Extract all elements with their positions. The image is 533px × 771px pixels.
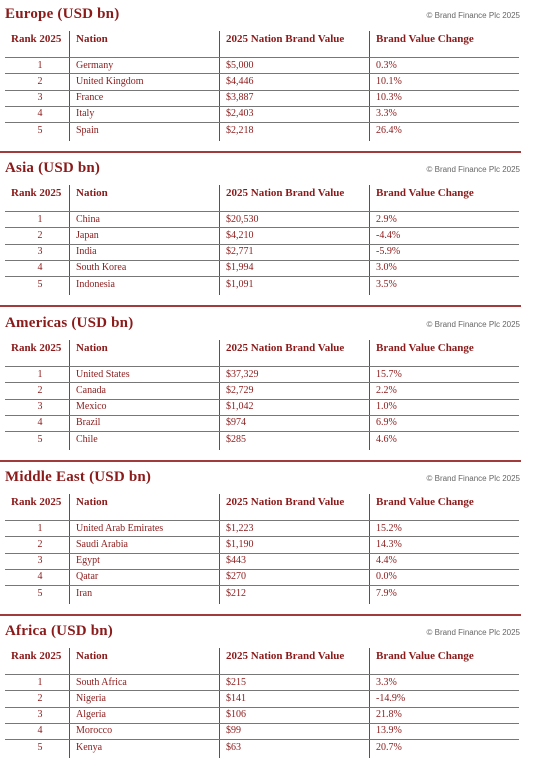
brand-value-cell: $1,223 — [226, 523, 254, 534]
rank-cell: 2 — [37, 230, 43, 241]
nation-cell: United States — [76, 369, 130, 380]
value-change-cell: 6.9% — [376, 417, 397, 428]
value-change-cell: 0.3% — [376, 60, 397, 71]
column-header-value: 2025 Nation Brand Value — [226, 342, 345, 354]
nation-cell: United Arab Emirates — [76, 523, 164, 534]
table-row — [0, 723, 533, 739]
nation-cell: India — [76, 246, 97, 257]
brand-value-cell: $1,091 — [226, 279, 254, 290]
value-change-cell: -4.4% — [376, 230, 401, 241]
copyright-note: © Brand Finance Plc 2025 — [426, 320, 520, 329]
value-change-cell: 4.4% — [376, 555, 397, 566]
nation-cell: Mexico — [76, 401, 107, 412]
nation-cell: China — [76, 214, 100, 225]
rank-cell: 5 — [37, 742, 43, 753]
brand-value-cell: $212 — [226, 588, 246, 599]
rank-cell: 1 — [37, 369, 43, 380]
region-table-africa — [0, 617, 533, 771]
brand-value-cell: $141 — [226, 693, 246, 704]
value-change-cell: -5.9% — [376, 246, 401, 257]
value-change-cell: 26.4% — [376, 125, 402, 136]
rank-cell: 3 — [37, 92, 43, 103]
region-title: Asia (USD bn) — [5, 160, 101, 176]
rank-cell: 3 — [37, 401, 43, 412]
brand-value-cell: $2,771 — [226, 246, 254, 257]
table-row — [0, 569, 533, 585]
column-header-value: 2025 Nation Brand Value — [226, 33, 345, 45]
table-row — [0, 691, 533, 707]
table-row — [0, 106, 533, 122]
value-change-cell: 4.6% — [376, 434, 397, 445]
brand-value-cell: $1,190 — [226, 539, 254, 550]
brand-value-cell: $2,218 — [226, 125, 254, 136]
nation-cell: Egypt — [76, 555, 100, 566]
value-change-cell: 3.5% — [376, 279, 397, 290]
brand-value-cell: $443 — [226, 555, 246, 566]
rank-cell: 5 — [37, 588, 43, 599]
brand-value-cell: $974 — [226, 417, 246, 428]
nation-cell: Spain — [76, 125, 99, 136]
nation-cell: Iran — [76, 588, 93, 599]
rank-cell: 2 — [37, 385, 43, 396]
region-table-europe — [0, 0, 533, 154]
value-change-cell: 10.1% — [376, 76, 402, 87]
region-table-americas — [0, 309, 533, 463]
table-row — [0, 399, 533, 415]
column-header-change: Brand Value Change — [376, 496, 474, 508]
value-change-cell: 7.9% — [376, 588, 397, 599]
rank-cell: 2 — [37, 539, 43, 550]
table-row — [0, 537, 533, 553]
table-row — [0, 553, 533, 569]
column-header-change: Brand Value Change — [376, 650, 474, 662]
column-header-rank: Rank 2025 — [11, 33, 62, 45]
rank-cell: 1 — [37, 677, 43, 688]
brand-value-cell: $99 — [226, 725, 241, 736]
region-title: Africa (USD bn) — [5, 623, 113, 639]
value-change-cell: 2.2% — [376, 385, 397, 396]
column-header-rank: Rank 2025 — [11, 496, 62, 508]
brand-value-cell: $270 — [226, 571, 246, 582]
nation-cell: Indonesia — [76, 279, 115, 290]
nation-cell: Morocco — [76, 725, 113, 736]
section-divider — [0, 151, 521, 153]
rank-cell: 4 — [37, 417, 43, 428]
value-change-cell: 21.8% — [376, 709, 402, 720]
region-table-middle-east — [0, 463, 533, 617]
value-change-cell: 15.7% — [376, 369, 402, 380]
rank-cell: 2 — [37, 76, 43, 87]
column-header-nation: Nation — [76, 342, 108, 354]
table-row — [0, 244, 533, 260]
table-row — [0, 74, 533, 90]
column-header-change: Brand Value Change — [376, 187, 474, 199]
column-header-nation: Nation — [76, 496, 108, 508]
table-row — [0, 432, 533, 448]
table-row — [0, 740, 533, 756]
value-change-cell: -14.9% — [376, 693, 406, 704]
nation-cell: Qatar — [76, 571, 99, 582]
table-row — [0, 212, 533, 228]
nation-cell: Saudi Arabia — [76, 539, 128, 550]
rank-cell: 5 — [37, 279, 43, 290]
column-header-rank: Rank 2025 — [11, 650, 62, 662]
column-header-nation: Nation — [76, 187, 108, 199]
nation-cell: United Kingdom — [76, 76, 144, 87]
nation-cell: Germany — [76, 60, 114, 71]
value-change-cell: 20.7% — [376, 742, 402, 753]
section-divider — [0, 305, 521, 307]
region-title: Europe (USD bn) — [5, 6, 120, 22]
brand-value-cell: $5,000 — [226, 60, 254, 71]
column-header-value: 2025 Nation Brand Value — [226, 496, 345, 508]
nation-cell: Brazil — [76, 417, 101, 428]
brand-value-cell: $1,042 — [226, 401, 254, 412]
value-change-cell: 3.3% — [376, 108, 397, 119]
nation-cell: Kenya — [76, 742, 103, 753]
rank-cell: 3 — [37, 709, 43, 720]
brand-value-cell: $3,887 — [226, 92, 254, 103]
value-change-cell: 0.0% — [376, 571, 397, 582]
value-change-cell: 3.3% — [376, 677, 397, 688]
column-header-rank: Rank 2025 — [11, 187, 62, 199]
brand-value-cell: $2,403 — [226, 108, 254, 119]
brand-value-cell: $20,530 — [226, 214, 259, 225]
column-header-rank: Rank 2025 — [11, 342, 62, 354]
table-row — [0, 260, 533, 276]
region-title: Americas (USD bn) — [5, 315, 134, 331]
brand-value-cell: $4,210 — [226, 230, 254, 241]
table-row — [0, 58, 533, 74]
column-header-change: Brand Value Change — [376, 33, 474, 45]
nation-cell: France — [76, 92, 104, 103]
rank-cell: 4 — [37, 262, 43, 273]
column-header-change: Brand Value Change — [376, 342, 474, 354]
table-row — [0, 367, 533, 383]
nation-cell: Chile — [76, 434, 98, 445]
table-row — [0, 277, 533, 293]
nation-cell: Nigeria — [76, 693, 106, 704]
brand-value-cell: $1,994 — [226, 262, 254, 273]
table-row — [0, 675, 533, 691]
table-row — [0, 90, 533, 106]
table-row — [0, 586, 533, 602]
brand-value-cell: $4,446 — [226, 76, 254, 87]
nation-cell: Algeria — [76, 709, 106, 720]
copyright-note: © Brand Finance Plc 2025 — [426, 474, 520, 483]
brand-value-cell: $37,329 — [226, 369, 259, 380]
section-divider — [0, 460, 521, 462]
value-change-cell: 2.9% — [376, 214, 397, 225]
value-change-cell: 14.3% — [376, 539, 402, 550]
nation-cell: Canada — [76, 385, 106, 396]
nation-cell: Italy — [76, 108, 95, 119]
copyright-note: © Brand Finance Plc 2025 — [426, 165, 520, 174]
table-row — [0, 123, 533, 139]
section-divider — [0, 614, 521, 616]
rank-cell: 4 — [37, 571, 43, 582]
brand-value-cell: $215 — [226, 677, 246, 688]
nation-cell: South Korea — [76, 262, 127, 273]
brand-value-cell: $106 — [226, 709, 246, 720]
nation-cell: South Africa — [76, 677, 127, 688]
rank-cell: 3 — [37, 555, 43, 566]
table-row — [0, 707, 533, 723]
rank-cell: 5 — [37, 125, 43, 136]
table-row — [0, 228, 533, 244]
value-change-cell: 15.2% — [376, 523, 402, 534]
brand-value-cell: $2,729 — [226, 385, 254, 396]
brand-value-cell: $63 — [226, 742, 241, 753]
region-table-asia — [0, 154, 533, 308]
rank-cell: 4 — [37, 108, 43, 119]
copyright-note: © Brand Finance Plc 2025 — [426, 628, 520, 637]
copyright-note: © Brand Finance Plc 2025 — [426, 11, 520, 20]
rank-cell: 3 — [37, 246, 43, 257]
value-change-cell: 3.0% — [376, 262, 397, 273]
rank-cell: 1 — [37, 523, 43, 534]
rank-cell: 2 — [37, 693, 43, 704]
column-header-value: 2025 Nation Brand Value — [226, 187, 345, 199]
table-row — [0, 415, 533, 431]
nation-cell: Japan — [76, 230, 99, 241]
value-change-cell: 10.3% — [376, 92, 402, 103]
column-header-value: 2025 Nation Brand Value — [226, 650, 345, 662]
brand-value-cell: $285 — [226, 434, 246, 445]
rank-cell: 1 — [37, 60, 43, 71]
region-title: Middle East (USD bn) — [5, 469, 152, 485]
column-header-nation: Nation — [76, 650, 108, 662]
column-header-nation: Nation — [76, 33, 108, 45]
table-row — [0, 521, 533, 537]
rank-cell: 5 — [37, 434, 43, 445]
table-row — [0, 383, 533, 399]
value-change-cell: 13.9% — [376, 725, 402, 736]
rank-cell: 4 — [37, 725, 43, 736]
value-change-cell: 1.0% — [376, 401, 397, 412]
rank-cell: 1 — [37, 214, 43, 225]
